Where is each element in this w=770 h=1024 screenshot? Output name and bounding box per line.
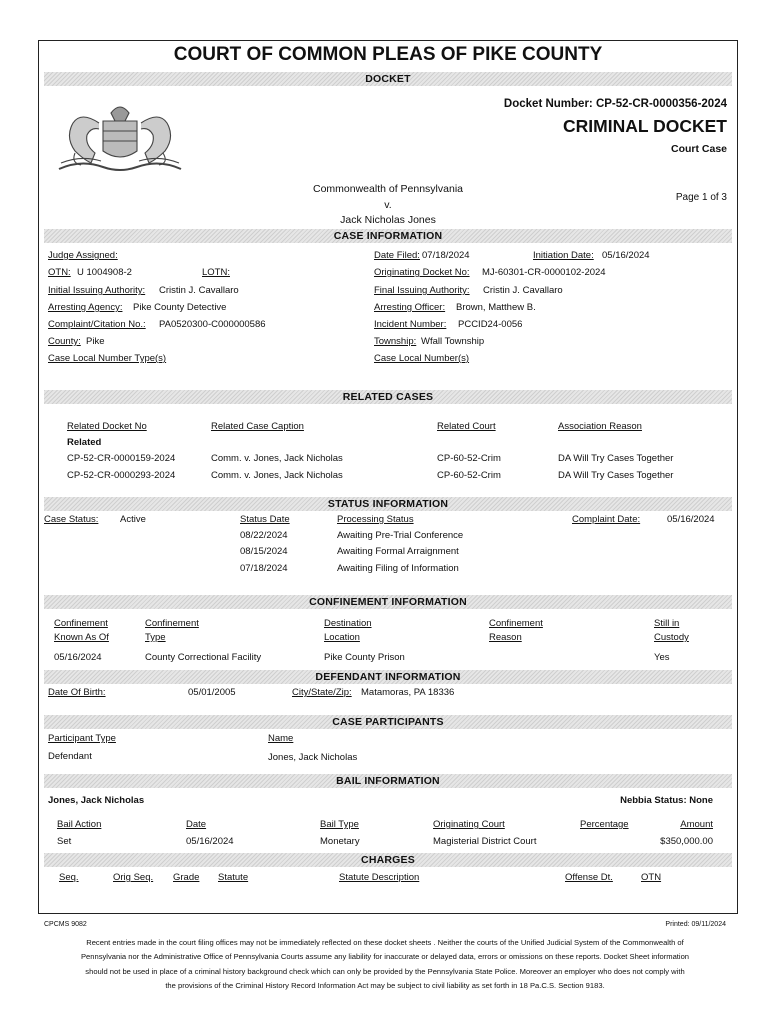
charges-header-offense-date: Offense Dt.: [565, 872, 613, 883]
charges-header-otn: OTN: [641, 872, 662, 883]
initial-auth-label: Initial Issuing Authority:: [48, 285, 146, 296]
form-code: CPCMS 9082: [44, 921, 87, 928]
charges-header-description: Statute Description: [339, 872, 420, 883]
date-filed-label: Date Filed:: [374, 250, 420, 261]
status-row-date: 08/22/2024: [240, 530, 288, 541]
docket-label: DOCKET: [365, 73, 411, 85]
processing-status-label: Processing Status: [337, 514, 414, 525]
docket-page: [38, 40, 738, 914]
date-filed-value: 07/18/2024: [422, 250, 470, 261]
status-row-date: 08/15/2024: [240, 546, 288, 557]
orig-docket-value: MJ-60301-CR-0000102-2024: [482, 267, 606, 278]
confinement-location: Pike County Prison: [324, 652, 405, 663]
final-auth-label: Final Issuing Authority:: [374, 285, 470, 296]
charges-header-orig-seq: Orig Seq.: [113, 872, 154, 883]
related-cases-bar: [44, 390, 732, 404]
confinement-custody: Yes: [654, 652, 670, 663]
confinement-header: Still in: [654, 618, 680, 629]
confinement-known-as-of: 05/16/2024: [54, 652, 102, 663]
incident-value: PCCID24-0056: [458, 319, 523, 330]
table-row-docket: CP-52-CR-0000293-2024: [67, 470, 176, 481]
section-title: RELATED CASES: [342, 391, 434, 403]
docket-bar: [44, 72, 732, 86]
bail-header-amount: Amount: [680, 819, 713, 830]
docket-type: CRIMINAL DOCKET: [563, 116, 727, 136]
case-information-bar: [44, 229, 732, 243]
charges-header-grade: Grade: [173, 872, 200, 883]
complaint-date-label: Complaint Date:: [572, 514, 641, 525]
caption-line-2: v.: [384, 199, 392, 211]
bail-header-percentage: Percentage: [580, 819, 629, 830]
defendant-information-bar: [44, 670, 732, 684]
section-title: CASE PARTICIPANTS: [332, 716, 444, 728]
bail-header-action: Bail Action: [57, 819, 102, 830]
incident-label: Incident Number:: [374, 319, 447, 330]
participant-name-value: Jones, Jack Nicholas: [268, 752, 358, 763]
nebbia-status: Nebbia Status: None: [620, 795, 713, 806]
court-case-label: Court Case: [670, 143, 727, 155]
initial-auth-value: Cristin J. Cavallaro: [159, 285, 239, 296]
table-row-docket: CP-52-CR-0000159-2024: [67, 453, 176, 464]
judge-label: Judge Assigned:: [48, 250, 118, 261]
related-header-reason: Association Reason: [558, 421, 642, 432]
confinement-header: Destination: [324, 618, 372, 629]
dob-value: 05/01/2005: [188, 687, 236, 698]
bail-court: Magisterial District Court: [433, 836, 537, 847]
arresting-officer-label: Arresting Officer:: [374, 302, 446, 313]
bail-date: 05/16/2024: [186, 836, 234, 847]
section-title: DEFENDANT INFORMATION: [315, 671, 461, 683]
caption-line-3: Jack Nicholas Jones: [340, 214, 436, 226]
complaint-date-value: 05/16/2024: [667, 514, 715, 525]
section-title: CASE INFORMATION: [333, 230, 443, 242]
bail-header-date: Date: [186, 819, 207, 830]
docket-number: Docket Number: CP-52-CR-0000356-2024: [503, 98, 727, 110]
otn-label: OTN:: [48, 267, 71, 278]
related-header-caption: Related Case Caption: [211, 421, 304, 432]
confinement-header: Known As Of: [54, 632, 109, 643]
charges-header-seq: Seq.: [59, 872, 79, 883]
status-row-text: Awaiting Formal Arraignment: [337, 546, 459, 557]
confinement-header: Custody: [654, 632, 689, 643]
related-header-docket: Related Docket No: [67, 421, 147, 432]
confinement-header: Confinement: [489, 618, 543, 629]
page-info: Page 1 of 3: [675, 192, 727, 203]
case-status-label: Case Status:: [44, 514, 99, 525]
related-group-label: Related: [67, 437, 102, 448]
section-title: CHARGES: [361, 854, 415, 866]
township-label: Township:: [374, 336, 417, 347]
city-value: Matamoras, PA 18336: [361, 687, 455, 698]
local-type-label: Case Local Number Type(s): [48, 353, 167, 364]
charges-header-statute: Statute: [218, 872, 249, 883]
initiation-label: Initiation Date:: [533, 250, 594, 261]
initiation-value: 05/16/2024: [602, 250, 650, 261]
confinement-information-bar: [44, 595, 732, 609]
section-title: BAIL INFORMATION: [336, 775, 440, 787]
confinement-header: Reason: [489, 632, 522, 643]
lotn-label: LOTN:: [202, 267, 230, 278]
pennsylvania-seal-icon: [51, 93, 189, 175]
table-row-court: CP-60-52-Crim: [437, 453, 501, 464]
confinement-header: Type: [145, 632, 166, 643]
court-title: COURT OF COMMON PLEAS OF PIKE COUNTY: [173, 44, 603, 65]
dob-label: Date Of Birth:: [48, 687, 106, 698]
final-auth-value: Cristin J. Cavallaro: [483, 285, 563, 296]
bail-type: Monetary: [320, 836, 360, 847]
table-row-court: CP-60-52-Crim: [437, 470, 501, 481]
city-label: City/State/Zip:: [292, 687, 352, 698]
bail-header-court: Originating Court: [433, 819, 505, 830]
status-information-bar: [44, 497, 732, 511]
bail-person: Jones, Jack Nicholas: [48, 795, 145, 806]
printed-date: Printed: 09/11/2024: [665, 921, 726, 928]
table-row-caption: Comm. v. Jones, Jack Nicholas: [211, 453, 343, 464]
related-header-court: Related Court: [437, 421, 496, 432]
section-title: STATUS INFORMATION: [327, 498, 449, 510]
orig-docket-label: Originating Docket No:: [374, 267, 470, 278]
table-row-reason: DA Will Try Cases Together: [558, 453, 674, 464]
case-participants-bar: [44, 715, 732, 729]
participant-type-value: Defendant: [48, 751, 92, 762]
complaint-label: Complaint/Citation No.:: [48, 319, 146, 330]
participant-name-label: Name: [268, 733, 294, 744]
arresting-officer-value: Brown, Matthew B.: [456, 302, 536, 313]
participant-type-label: Participant Type: [48, 733, 116, 744]
bail-header-type: Bail Type: [320, 819, 359, 830]
arresting-agency-label: Arresting Agency:: [48, 302, 123, 313]
case-status-value: Active: [120, 514, 146, 525]
confinement-type: County Correctional Facility: [145, 652, 262, 663]
township-value: Wfall Township: [421, 336, 485, 347]
caption-line-1: Commonwealth of Pennsylvania: [313, 183, 463, 195]
table-row-caption: Comm. v. Jones, Jack Nicholas: [211, 470, 343, 481]
arresting-agency-value: Pike County Detective: [133, 302, 227, 313]
local-numbers-label: Case Local Number(s): [374, 353, 470, 364]
disclaimer-text: Recent entries made in the court filing offices may not be immediately reflected on these docket sheets . Neither the courts of the Unified Judicial System of the Commonwealth of Pennsylvania nor the Administrative Office of Pennsylvania Courts assume any liability for inaccurate or delayed data, errors or omissions on these reports. Docket Sheet information should not be used in place of a criminal history background check which can only be provided by the Pennsylvania State Police. Moreover an employer who does not comply with the provisions of the Criminal History Record Information Act may be subject to civil liability as set forth in 18 Pa.C.S. Section 9183.: [80, 938, 690, 991]
status-row-text: Awaiting Filing of Information: [337, 563, 459, 574]
charges-bar: [44, 853, 732, 867]
bail-information-bar: [44, 774, 732, 788]
confinement-header: Confinement: [54, 618, 108, 629]
section-title: CONFINEMENT INFORMATION: [309, 596, 467, 608]
bail-amount: $350,000.00: [660, 836, 713, 847]
status-row-date: 07/18/2024: [240, 563, 288, 574]
otn-value: U 1004908-2: [77, 267, 132, 278]
complaint-value: PA0520300-C000000586: [159, 319, 266, 330]
confinement-header: Location: [324, 632, 360, 643]
county-label: County:: [48, 336, 81, 347]
table-row-reason: DA Will Try Cases Together: [558, 470, 674, 481]
status-date-label: Status Date: [240, 514, 290, 525]
confinement-header: Confinement: [145, 618, 199, 629]
status-row-text: Awaiting Pre-Trial Conference: [337, 530, 464, 541]
bail-action: Set: [57, 836, 72, 847]
county-value: Pike: [86, 336, 105, 347]
